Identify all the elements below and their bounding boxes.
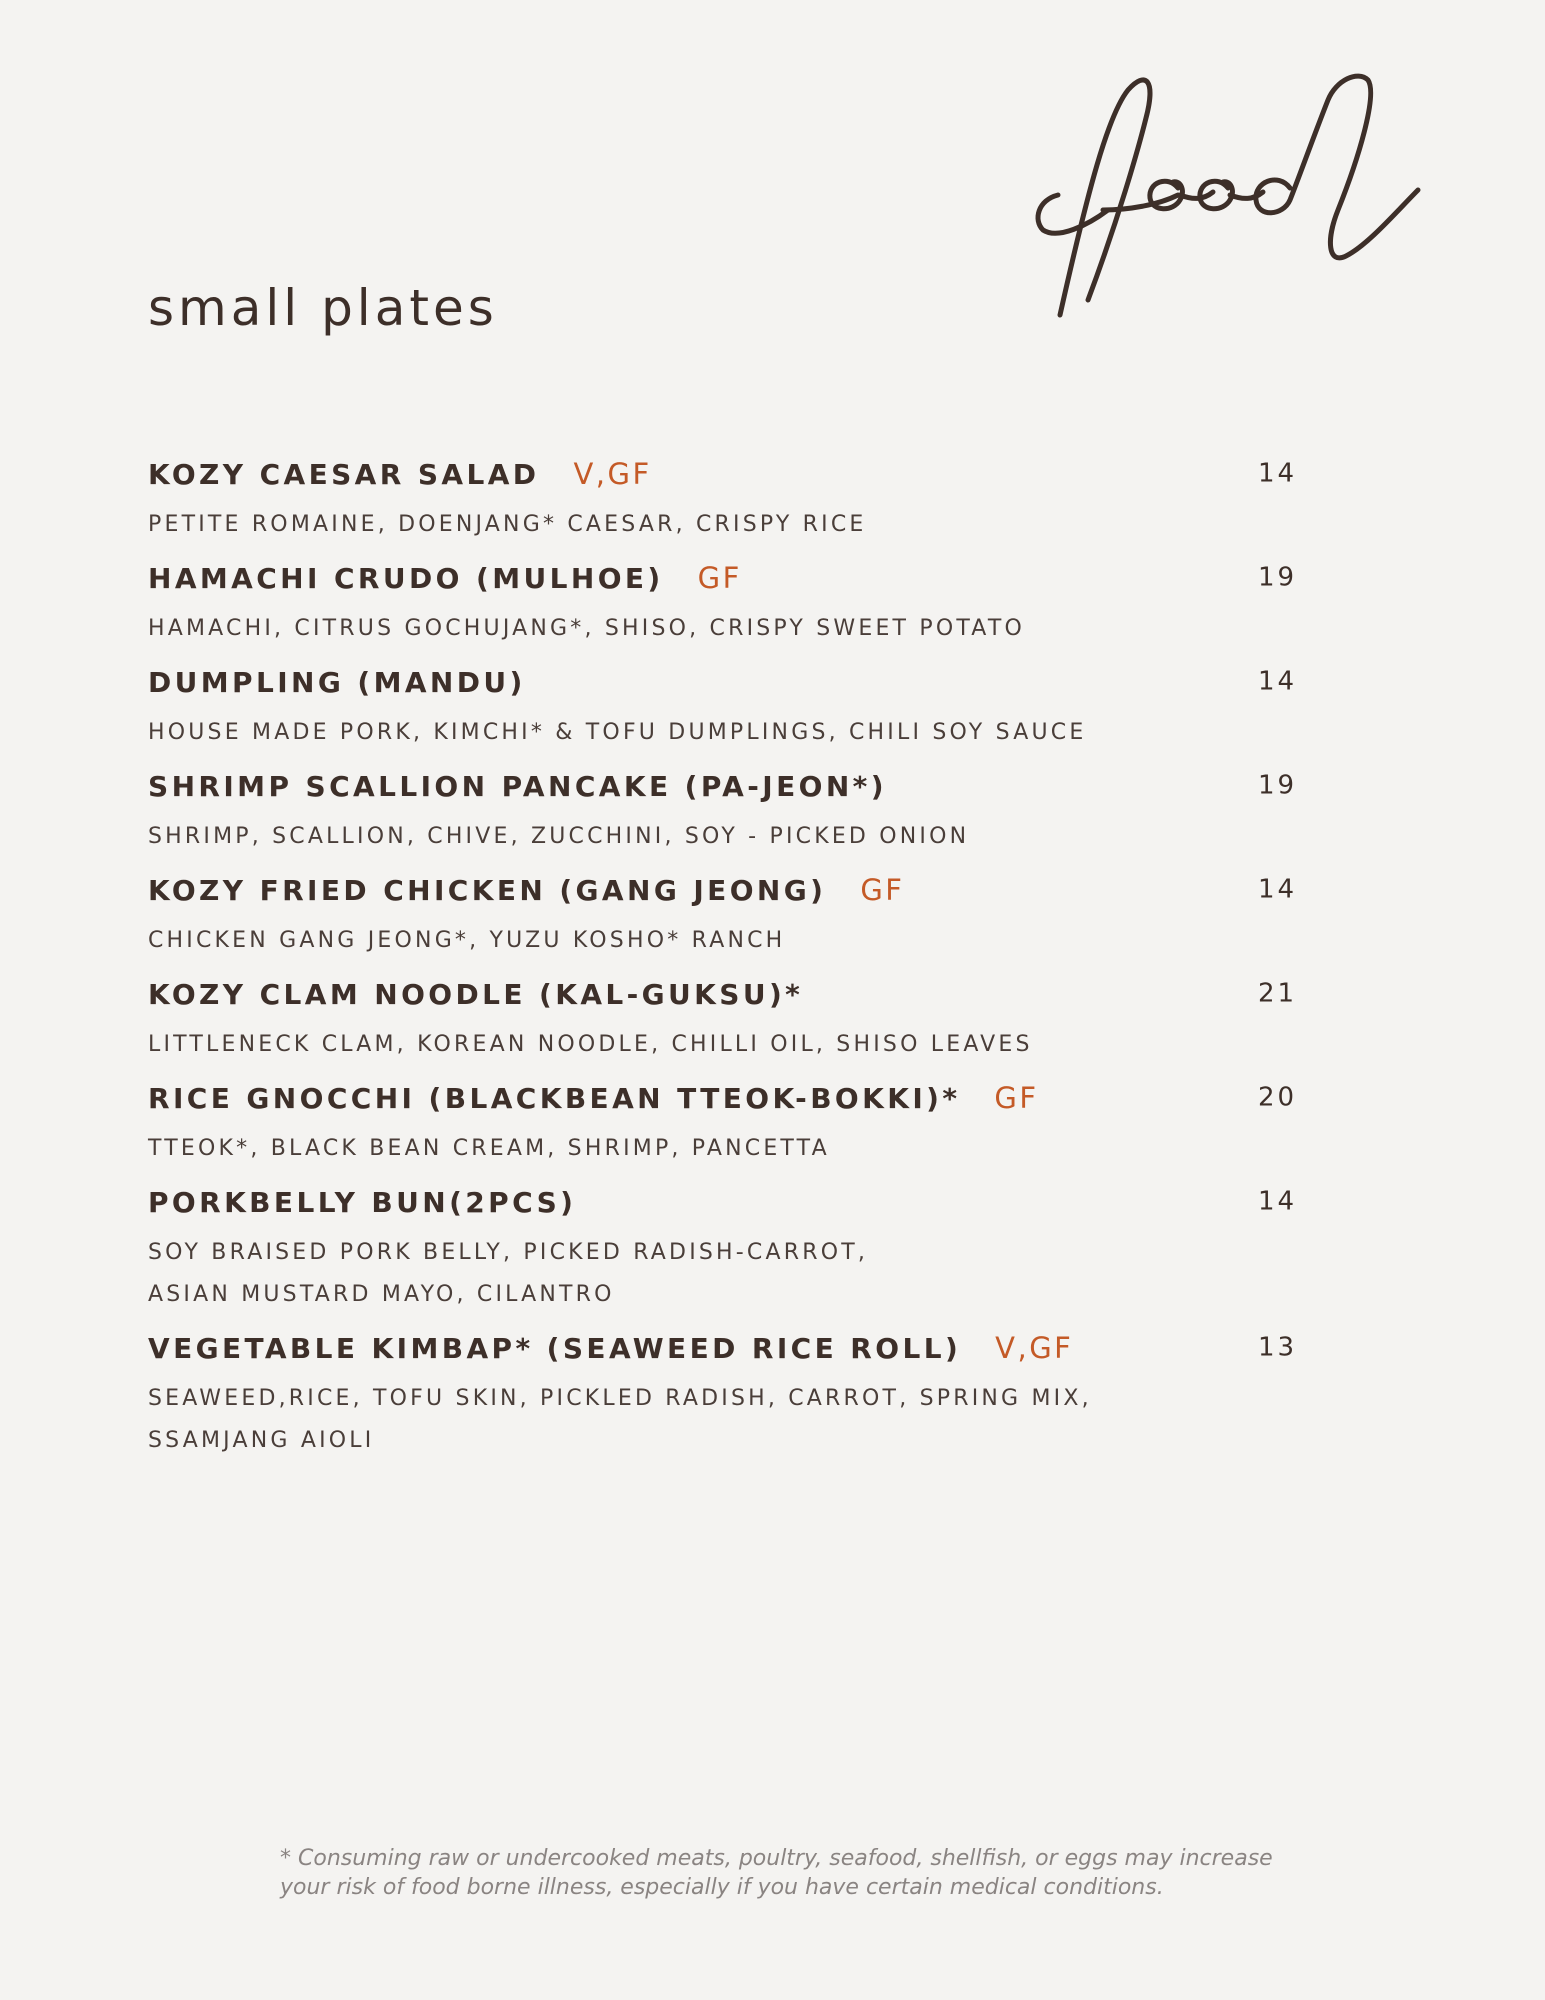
menu-item-price: 21 [1258, 978, 1298, 1009]
section-title: small plates [148, 279, 498, 337]
menu-item [148, 972, 1298, 1066]
menu-item [148, 868, 1298, 962]
description-line: TTEOK*, BLACK BEAN CREAM, SHRIMP, PANCETTA [148, 1136, 830, 1161]
menu-item-header [148, 452, 1298, 496]
dietary-tag: GF [697, 561, 742, 595]
menu-item-description [148, 1232, 1298, 1316]
menu-item-price: 13 [1258, 1332, 1298, 1363]
menu-item-description [148, 608, 1298, 650]
menu-item [148, 1326, 1298, 1462]
menu-item-description [148, 920, 1298, 962]
disclaimer-line-2: your risk of food borne illness, especially if you have certain medical conditions. [280, 1875, 1164, 1900]
menu-item-header [148, 1076, 1298, 1120]
dietary-tag: GF [860, 873, 905, 907]
menu-item [148, 660, 1298, 754]
food-script-icon [1028, 60, 1423, 330]
menu-item-name: RICE GNOCCHI (BLACKBEAN TTEOK-BOKKI)* [148, 1081, 961, 1115]
menu-item-description [148, 1024, 1298, 1066]
menu-item [148, 556, 1298, 650]
menu-item-name: SHRIMP SCALLION PANCAKE (PA-JEON*) [148, 769, 887, 803]
food-script-logo [1028, 60, 1423, 330]
menu-item [148, 1180, 1298, 1316]
menu-item [148, 452, 1298, 546]
description-line: SEAWEED,RICE, TOFU SKIN, PICKLED RADISH, CARROT, SPRING MIX, [148, 1386, 1092, 1411]
menu-item-price: 14 [1258, 458, 1298, 489]
menu-item-description [148, 712, 1298, 754]
menu-item [148, 1076, 1298, 1170]
description-line: LITTLENECK CLAM, KOREAN NOODLE, CHILLI OIL, SHISO LEAVES [148, 1032, 1033, 1057]
menu-item-name: KOZY FRIED CHICKEN (GANG JEONG) [148, 873, 827, 907]
description-line: PETITE ROMAINE, DOENJANG* CAESAR, CRISPY RICE [148, 512, 867, 537]
menu-item-header [148, 1326, 1298, 1370]
description-line: SSAMJANG AIOLI [148, 1428, 375, 1453]
menu-item-header [148, 1180, 1298, 1224]
menu-item-header [148, 868, 1298, 912]
dietary-tag: GF [994, 1081, 1039, 1115]
menu-item-name: DUMPLING (MANDU) [148, 665, 526, 699]
menu-item-price: 14 [1258, 1186, 1298, 1217]
description-line: HAMACHI, CITRUS GOCHUJANG*, SHISO, CRISPY SWEET POTATO [148, 616, 1026, 641]
menu-item-price: 19 [1258, 562, 1298, 593]
menu-item-price: 14 [1258, 874, 1298, 905]
menu-item-header [148, 556, 1298, 600]
menu-item-description [148, 1378, 1298, 1462]
dietary-tag: V,GF [573, 457, 652, 491]
menu-item-name: PORKBELLY BUN(2PCS) [148, 1185, 577, 1219]
menu-item-description [148, 1128, 1298, 1170]
description-line: CHICKEN GANG JEONG*, YUZU KOSHO* RANCH [148, 928, 786, 953]
menu-item-name: KOZY CAESAR SALAD [148, 457, 540, 491]
description-line: ASIAN MUSTARD MAYO, CILANTRO [148, 1282, 615, 1307]
description-line: HOUSE MADE PORK, KIMCHI* & TOFU DUMPLINGS, CHILI SOY SAUCE [148, 720, 1087, 745]
menu-item-name: VEGETABLE KIMBAP* (SEAWEED RICE ROLL) [148, 1331, 962, 1365]
menu-list [148, 452, 1298, 1462]
menu-item-price: 19 [1258, 770, 1298, 801]
disclaimer-line-1: * Consuming raw or undercooked meats, poultry, seafood, shellfish, or eggs may increase [280, 1846, 1273, 1871]
description-line: SOY BRAISED PORK BELLY, PICKED RADISH-CARROT, [148, 1240, 869, 1265]
dietary-tag: V,GF [995, 1331, 1074, 1365]
menu-item-header [148, 764, 1298, 808]
menu-item-price: 20 [1258, 1082, 1298, 1113]
menu-item-header [148, 972, 1298, 1016]
menu-item-description [148, 816, 1298, 858]
menu-item-name: HAMACHI CRUDO (MULHOE) [148, 561, 664, 595]
disclaimer [280, 1844, 1360, 1902]
menu-item-price: 14 [1258, 666, 1298, 697]
menu-item-header [148, 660, 1298, 704]
menu-item [148, 764, 1298, 858]
menu-item-name: KOZY CLAM NOODLE (KAL-GUKSU)* [148, 977, 804, 1011]
menu-item-description [148, 504, 1298, 546]
description-line: SHRIMP, SCALLION, CHIVE, ZUCCHINI, SOY - PICKED ONION [148, 824, 970, 849]
